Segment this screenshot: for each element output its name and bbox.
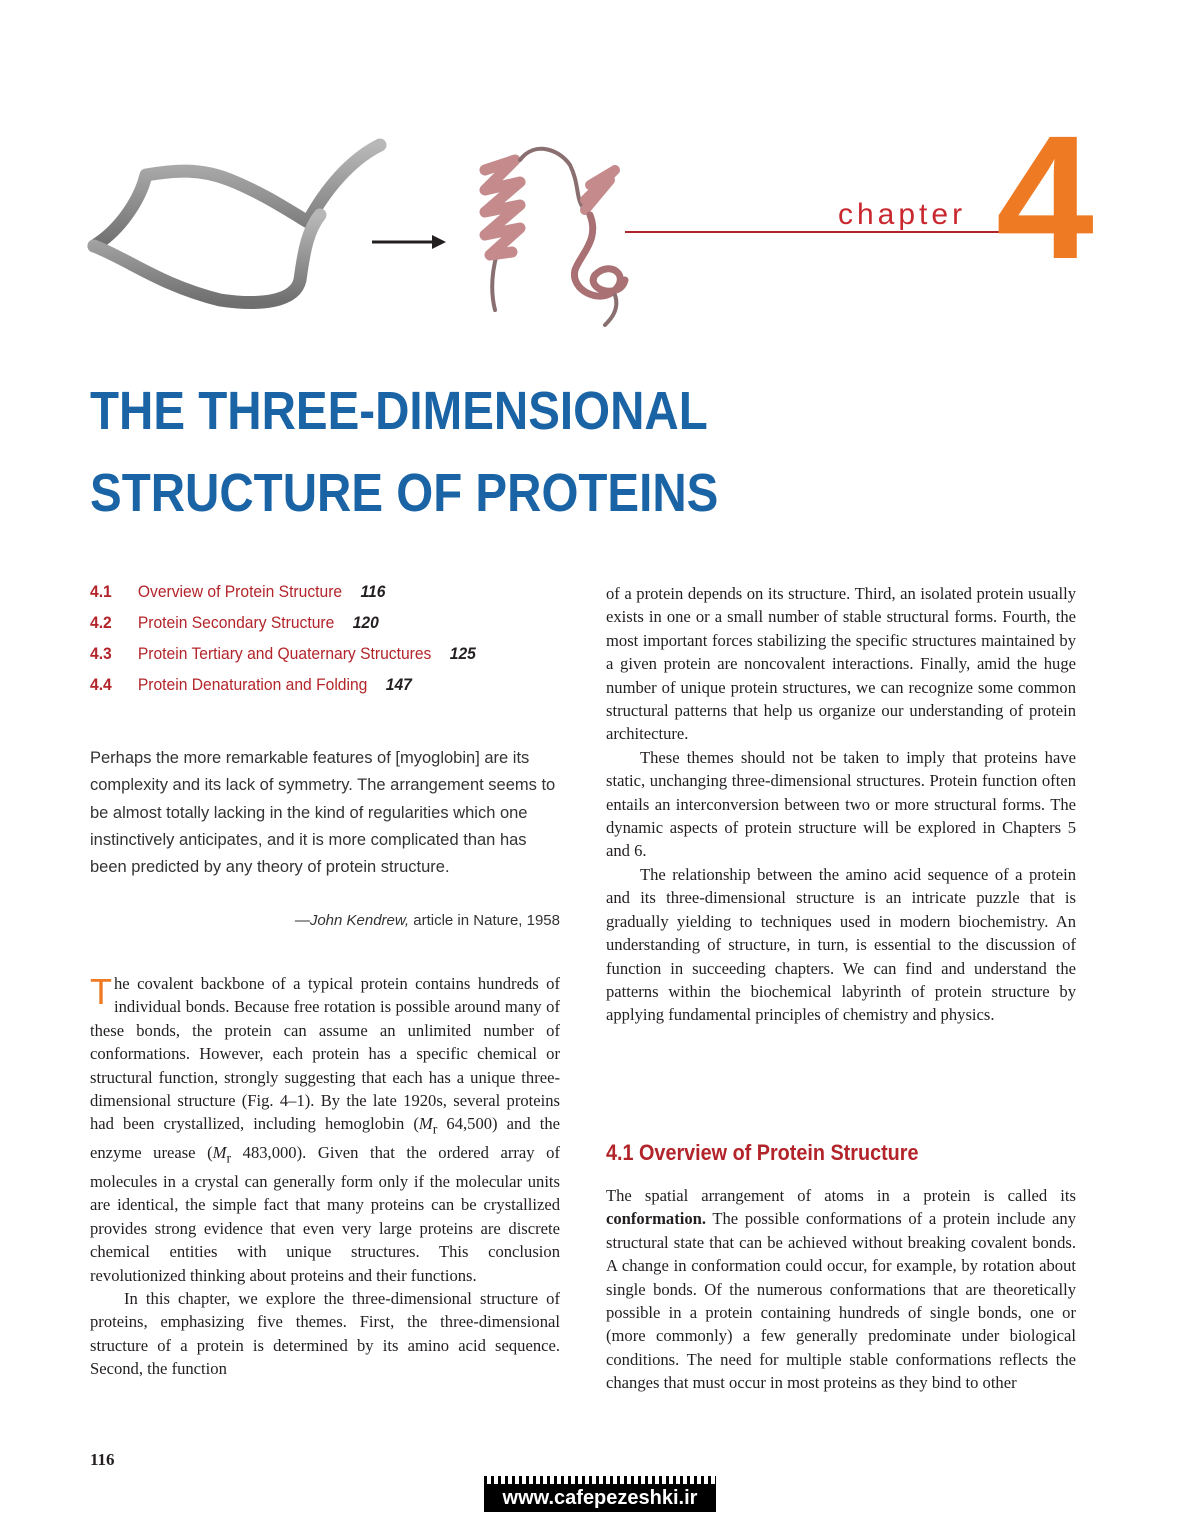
section-heading: 4.1 Overview of Protein Structure [606,1140,919,1165]
epigraph-quote: Perhaps the more remarkable features of [myoglobin] are its complexity and its lack of symmetry. The arrangement seems to be almost totally lacking in the kind of regularities which one instinctively anticipates, and it is more complicated than has been predicted by any theory of protein structure. [90,749,556,877]
body-column-left [90,972,560,1381]
mr-subscript: r [226,1150,232,1166]
page-number: 116 [90,1450,115,1469]
mr-symbol: M [212,1143,227,1163]
body-column-right-lower [606,1184,1076,1395]
chapter-title-line-1: THE THREE-DIMENSIONAL [90,381,708,441]
key-term: conformation. [606,1209,707,1229]
body-text: 483,000). Given that the ordered array of molecules in a crystal can generally form only if the molecular units are identical, the simple fact that many proteins can be crystallized provides strong evidence that even very large proteins are discrete chemical entities with unique structures. This conclusion revolutionized thinking about proteins and their functions. [90,1143,560,1285]
toc-item[interactable] [90,582,385,606]
body-text: The possible conformations of a protein include any structural state that can be achieved without breaking covalent bonds. A change in conformation could occur, for example, by rotation about single bonds. Of the numerous conformations that are theoretically possible in a protein containing hundreds of single bonds, one or (more commonly) a few generally predominate under biological conditions. The need for multiple stable conformations reflects the changes that must occur in most proteins as they bind to other [606,1209,1076,1393]
protein-folding-illustration [80,130,700,330]
body-paragraph: These themes should not be taken to imply that proteins have static, unchanging three-dimensional structures. Protein function often entails an interconversion between two or more structural forms. The dynamic aspects of protein structure will be explored in Chapters 5 and 6. [606,747,1076,861]
chapter-label: chapter [838,198,967,231]
watermark: www.cafepezeshki.ir [484,1484,716,1512]
toc-item[interactable] [90,675,412,699]
body-text: he covalent backbone of a typical protein contains hundreds of individual bonds. Because free rotation is possible around many of these bonds, the protein can assume an unlimited number of conformations. However, each protein has a specific chemical or structural function, strongly suggesting that each has a unique three-dimensional structure (Fig. 4–1). By the late 1920s, several proteins had been crystallized, including hemoglobin ( [90,974,560,1134]
epigraph-attribution [90,912,560,929]
toc-item-page: 116 [360,582,386,601]
toc-item-page: 147 [385,675,412,694]
body-paragraph: In this chapter, we explore the three-dimensional structure of proteins, emphasizing five themes. First, the three-dimensional structure of a protein is determined by its amino acid sequence. Second, the function [90,1288,560,1379]
toc-item-title: Protein Secondary Structure [137,613,335,632]
body-paragraph: The relationship between the amino acid sequence of a protein and its three-dimensional structure is an intricate puzzle that is gradually yielding to techniques used in modern biochemistry. An understanding of structure, in turn, is essential to the discussion of function in succeeding chapters. We can find and understand the patterns within the biochemical labyrinth of protein structure by applying fundamental principles of chemistry and physics. [606,864,1076,1025]
mr-symbol: M [418,1114,433,1134]
toc-item-number: 4.2 [90,613,112,632]
toc-item-page: 125 [449,644,476,663]
toc-item-number: 4.4 [90,675,112,694]
body-text: 64,500) and the enzyme urease ( [90,1114,560,1163]
toc-item-title: Protein Tertiary and Quaternary Structures [137,644,432,663]
toc-item[interactable] [90,613,379,637]
mr-subscript: r [432,1121,438,1137]
epigraph-author: —John Kendrew, [294,912,410,929]
body-paragraph [90,972,560,1287]
drop-cap: T [90,971,112,1012]
body-paragraph [606,1184,1076,1395]
epigraph-source: article in Nature, 1958 [409,912,560,929]
body-column-right [606,582,1076,1027]
arrow [372,235,446,249]
body-paragraph: of a protein depends on its structure. Third, an isolated protein usually exists in one or a small number of stable structural forms. Fourth, the most important forces stabilizing the specific structures maintained by a given protein are noncovalent interactions. Finally, amid the huge number of unique protein structures, we can recognize some common structural patterns that help us organize our understanding of protein architecture. [606,584,1076,744]
toc-item-title: Overview of Protein Structure [137,582,343,601]
toc-item-page: 120 [352,613,379,632]
toc-item-number: 4.3 [90,644,112,663]
body-text: The spatial arrangement of atoms in a protein is called its [606,1186,1076,1205]
unfolded-chain [94,145,380,303]
watermark-bar [484,1476,716,1484]
toc-item-number: 4.1 [90,582,112,601]
chapter-number: 4 [996,100,1094,296]
folded-protein [485,149,625,325]
toc-item-title: Protein Denaturation and Folding [137,675,368,694]
toc-item[interactable] [90,644,476,668]
chapter-title-line-2: STRUCTURE OF PROTEINS [90,463,719,523]
